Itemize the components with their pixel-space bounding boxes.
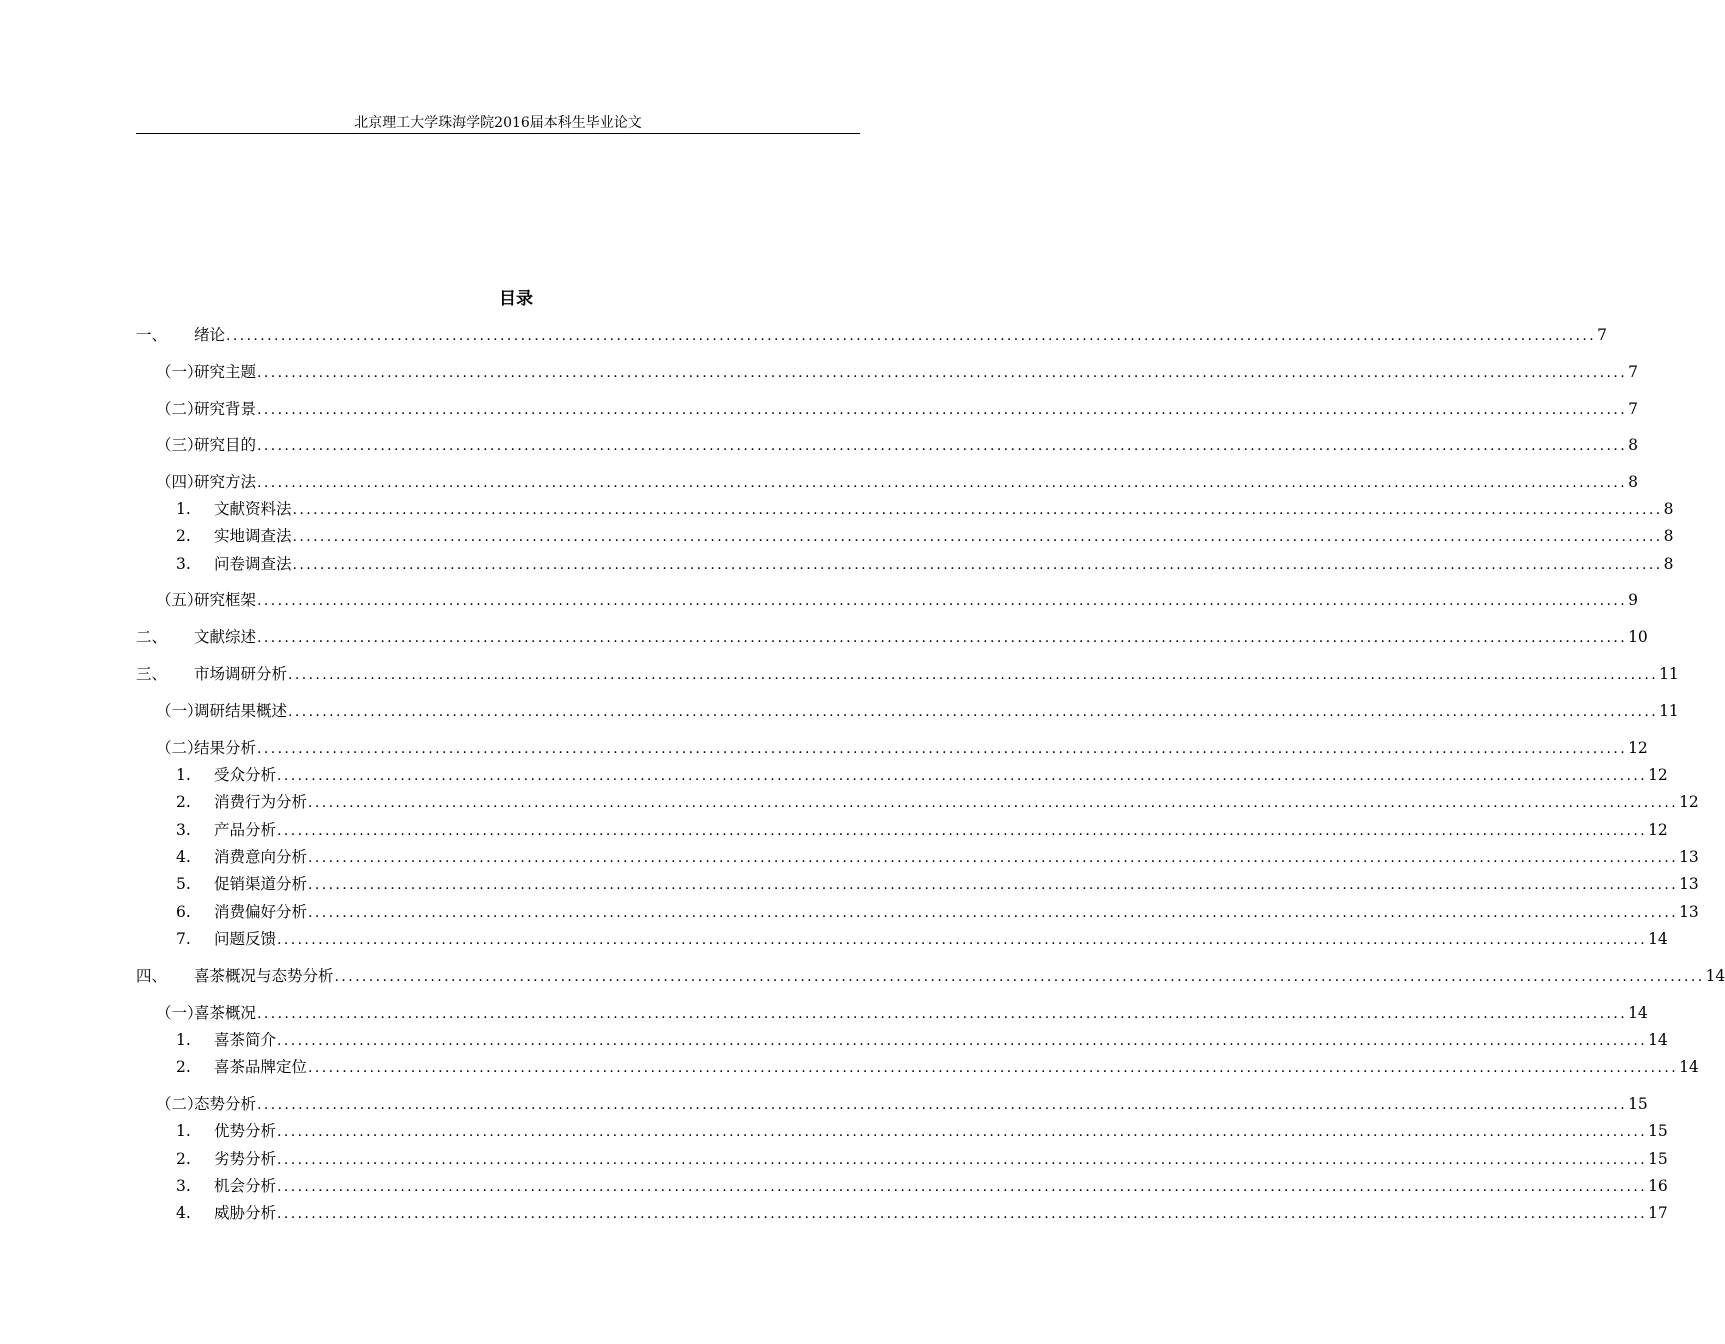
toc-entry-number: 1. — [176, 1031, 191, 1049]
toc-entry-title: 绪论 — [194, 326, 226, 344]
toc-dot-leader: ........................................................................................................................................................................................................ — [257, 741, 1628, 757]
toc-page-number: 17 — [1648, 1204, 1668, 1222]
toc-page-number: 11 — [1659, 702, 1679, 720]
toc-page-number: 15 — [1648, 1150, 1668, 1168]
toc-page-number: 12 — [1648, 766, 1668, 784]
toc-entry-title: 促销渠道分析 — [214, 875, 308, 893]
toc-page-number: 14 — [1628, 1004, 1648, 1022]
toc-entry[interactable] — [136, 627, 1648, 648]
toc-dot-leader: ........................................................................................................................................................................................................ — [277, 768, 1648, 784]
toc-entry-title: 威胁分析 — [214, 1204, 277, 1222]
toc-entry[interactable] — [136, 765, 1668, 786]
toc-entry-title: 研究主题 — [194, 363, 257, 381]
toc-dot-leader: ........................................................................................................................................................................................................ — [277, 1179, 1648, 1195]
toc-dot-leader: ........................................................................................................................................................................................................ — [257, 402, 1628, 418]
toc-entry[interactable] — [136, 472, 1638, 493]
toc-entry[interactable] — [136, 499, 1674, 520]
toc-page-number: 14 — [1679, 1058, 1699, 1076]
toc-dot-leader: ........................................................................................................................................................................................................ — [288, 704, 1659, 720]
toc-entry-number: （一） — [156, 702, 203, 720]
toc-entry-title: 研究方法 — [194, 473, 257, 491]
toc-dot-leader: ........................................................................................................................................................................................................ — [288, 667, 1659, 683]
toc-dot-leader: ........................................................................................................................................................................................................ — [257, 475, 1628, 491]
toc-entry-number: 四、 — [136, 967, 168, 985]
toc-entry-number: 3. — [176, 1177, 191, 1195]
toc-entry[interactable] — [136, 966, 1725, 987]
toc-dot-leader: ........................................................................................................................................................................................................ — [308, 905, 1679, 921]
toc-entry-title: 问卷调查法 — [214, 555, 292, 573]
toc-entry-title: 研究目的 — [194, 436, 257, 454]
toc-entry-number: 二、 — [136, 628, 168, 646]
toc-dot-leader: ........................................................................................................................................................................................................ — [292, 502, 1663, 518]
toc-page-number: 8 — [1663, 527, 1674, 545]
toc-dot-leader: ........................................................................................................................................................................................................ — [277, 823, 1648, 839]
toc-dot-leader: ........................................................................................................................................................................................................ — [277, 1152, 1648, 1168]
toc-page-number: 7 — [1597, 326, 1607, 344]
toc-entry-title: 态势分析 — [194, 1095, 257, 1113]
toc-page-number: 15 — [1628, 1095, 1648, 1113]
toc-entry-number: 2. — [176, 793, 191, 811]
toc-page-number: 8 — [1628, 436, 1638, 454]
toc-entry[interactable] — [136, 847, 1699, 868]
toc-entry-number: 3. — [176, 555, 191, 573]
toc-page-number: 7 — [1628, 400, 1638, 418]
toc-page-number: 13 — [1679, 848, 1699, 866]
toc-entry-number: 4. — [176, 848, 191, 866]
toc-entry-number: （四） — [156, 473, 203, 491]
toc-entry-number: （二） — [156, 1095, 203, 1113]
toc-dot-leader: ........................................................................................................................................................................................................ — [257, 365, 1628, 381]
toc-entry[interactable] — [136, 325, 1607, 346]
toc-dot-leader: ........................................................................................................................................................................................................ — [277, 1033, 1648, 1049]
toc-entry[interactable] — [136, 738, 1648, 759]
toc-entry-title: 消费意向分析 — [214, 848, 308, 866]
toc-entry-number: 2. — [176, 1150, 191, 1168]
toc-page-number: 8 — [1663, 555, 1674, 573]
toc-entry-title: 市场调研分析 — [194, 665, 288, 683]
toc-entry[interactable] — [136, 1094, 1648, 1115]
toc-entry-title: 消费行为分析 — [214, 793, 308, 811]
toc-page-number: 12 — [1679, 793, 1699, 811]
toc-entry-number: （三） — [156, 436, 203, 454]
toc-page-number: 15 — [1648, 1122, 1668, 1140]
running-header: 北京理工大学珠海学院2016届本科生毕业论文 — [354, 115, 642, 131]
toc-entry[interactable] — [136, 554, 1674, 575]
toc-entry-title: 调研结果概述 — [194, 702, 288, 720]
toc-entry[interactable] — [136, 1203, 1668, 1224]
toc-entry-number: 一、 — [136, 326, 168, 344]
toc-dot-leader: ........................................................................................................................................................................................................ — [257, 1006, 1628, 1022]
toc-dot-leader: ........................................................................................................................................................................................................ — [308, 1060, 1679, 1076]
toc-entry[interactable] — [136, 1030, 1668, 1051]
toc-entry[interactable] — [136, 1149, 1668, 1170]
toc-entry-number: （一） — [156, 363, 203, 381]
toc-entry-number: 2. — [176, 527, 191, 545]
toc-page-number: 7 — [1628, 363, 1638, 381]
toc-page-number: 13 — [1679, 875, 1699, 893]
toc-entry[interactable] — [136, 526, 1674, 547]
toc-entry[interactable] — [136, 902, 1699, 923]
toc-entry-number: 6. — [176, 903, 191, 921]
toc-entry[interactable] — [136, 874, 1699, 895]
toc-entry-number: 5. — [176, 875, 191, 893]
toc-entry-title: 喜茶概况 — [194, 1004, 257, 1022]
toc-page-number: 14 — [1648, 930, 1668, 948]
toc-entry-number: 4. — [176, 1204, 191, 1222]
toc-page-number: 13 — [1679, 903, 1699, 921]
toc-entry-number: 2. — [176, 1058, 191, 1076]
toc-dot-leader: ........................................................................................................................................................................................................ — [308, 795, 1679, 811]
toc-page-number: 12 — [1628, 739, 1648, 757]
toc-entry-number: 1. — [176, 500, 191, 518]
toc-page-number: 11 — [1659, 665, 1679, 683]
toc-entry-title: 受众分析 — [214, 766, 277, 784]
toc-dot-leader: ........................................................................................................................................................................................................ — [257, 438, 1628, 454]
toc-entry[interactable] — [136, 820, 1668, 841]
toc-dot-leader: ........................................................................................................................................................................................................ — [226, 328, 1597, 344]
toc-page-number: 16 — [1648, 1177, 1668, 1195]
toc-entry-number: （二） — [156, 739, 203, 757]
toc-entry-title: 结果分析 — [194, 739, 257, 757]
toc-entry-title: 劣势分析 — [214, 1150, 277, 1168]
toc-dot-leader: ........................................................................................................................................................................................................ — [308, 850, 1679, 866]
toc-entry-number: 3. — [176, 821, 191, 839]
toc-entry-number: （五） — [156, 591, 203, 609]
toc-entry-number: 三、 — [136, 665, 168, 683]
toc-entry[interactable] — [136, 590, 1638, 611]
toc-entry-title: 研究框架 — [194, 591, 257, 609]
toc-entry-number: 1. — [176, 1122, 191, 1140]
toc-entry[interactable] — [136, 664, 1679, 685]
toc-entry[interactable] — [136, 929, 1668, 950]
toc-dot-leader: ........................................................................................................................................................................................................ — [277, 1206, 1648, 1222]
toc-page-number: 12 — [1648, 821, 1668, 839]
toc-page-number: 10 — [1628, 628, 1648, 646]
toc-entry-title: 喜茶简介 — [214, 1031, 277, 1049]
toc-entry-title: 优势分析 — [214, 1122, 277, 1140]
toc-entry-number: （二） — [156, 400, 203, 418]
toc-page-number: 14 — [1648, 1031, 1668, 1049]
header-rule — [136, 133, 860, 134]
toc-entry-title: 文献综述 — [194, 628, 257, 646]
toc-dot-leader: ........................................................................................................................................................................................................ — [292, 557, 1663, 573]
toc-dot-leader: ........................................................................................................................................................................................................ — [257, 1097, 1628, 1113]
toc-dot-leader: ........................................................................................................................................................................................................ — [257, 593, 1628, 609]
toc-entry-title: 喜茶品牌定位 — [214, 1058, 308, 1076]
toc-entry-number: 1. — [176, 766, 191, 784]
toc-page-number: 8 — [1628, 473, 1638, 491]
toc-entry-title: 文献资料法 — [214, 500, 292, 518]
toc-dot-leader: ........................................................................................................................................................................................................ — [277, 1124, 1648, 1140]
toc-entry[interactable] — [136, 362, 1638, 383]
toc-entry-title: 问题反馈 — [214, 930, 277, 948]
toc-entry[interactable] — [136, 792, 1699, 813]
toc-entry[interactable] — [136, 1057, 1699, 1078]
toc-entry[interactable] — [136, 1121, 1668, 1142]
toc-entry-number: 7. — [176, 930, 191, 948]
toc-entry[interactable] — [136, 1176, 1668, 1197]
toc-page-number: 8 — [1663, 500, 1674, 518]
toc-title: 目录 — [499, 289, 533, 309]
toc-entry-title: 喜茶概况与态势分析 — [194, 967, 334, 985]
toc-dot-leader: ........................................................................................................................................................................................................ — [334, 969, 1705, 985]
toc-entry[interactable] — [136, 399, 1638, 420]
toc-entry-title: 机会分析 — [214, 1177, 277, 1195]
toc-dot-leader: ........................................................................................................................................................................................................ — [277, 932, 1648, 948]
toc-dot-leader: ........................................................................................................................................................................................................ — [257, 630, 1628, 646]
toc-entry-title: 消费偏好分析 — [214, 903, 308, 921]
toc-page-number: 14 — [1705, 967, 1725, 985]
toc-entry-title: 产品分析 — [214, 821, 277, 839]
toc-entry-number: （一） — [156, 1004, 203, 1022]
toc-page-number: 9 — [1628, 591, 1638, 609]
toc-entry[interactable] — [136, 435, 1638, 456]
toc-dot-leader: ........................................................................................................................................................................................................ — [308, 877, 1679, 893]
toc-dot-leader: ........................................................................................................................................................................................................ — [292, 529, 1663, 545]
toc-entry[interactable] — [136, 701, 1679, 722]
toc-entry-title: 实地调查法 — [214, 527, 292, 545]
toc-entry-title: 研究背景 — [194, 400, 257, 418]
toc-entry[interactable] — [136, 1003, 1648, 1024]
